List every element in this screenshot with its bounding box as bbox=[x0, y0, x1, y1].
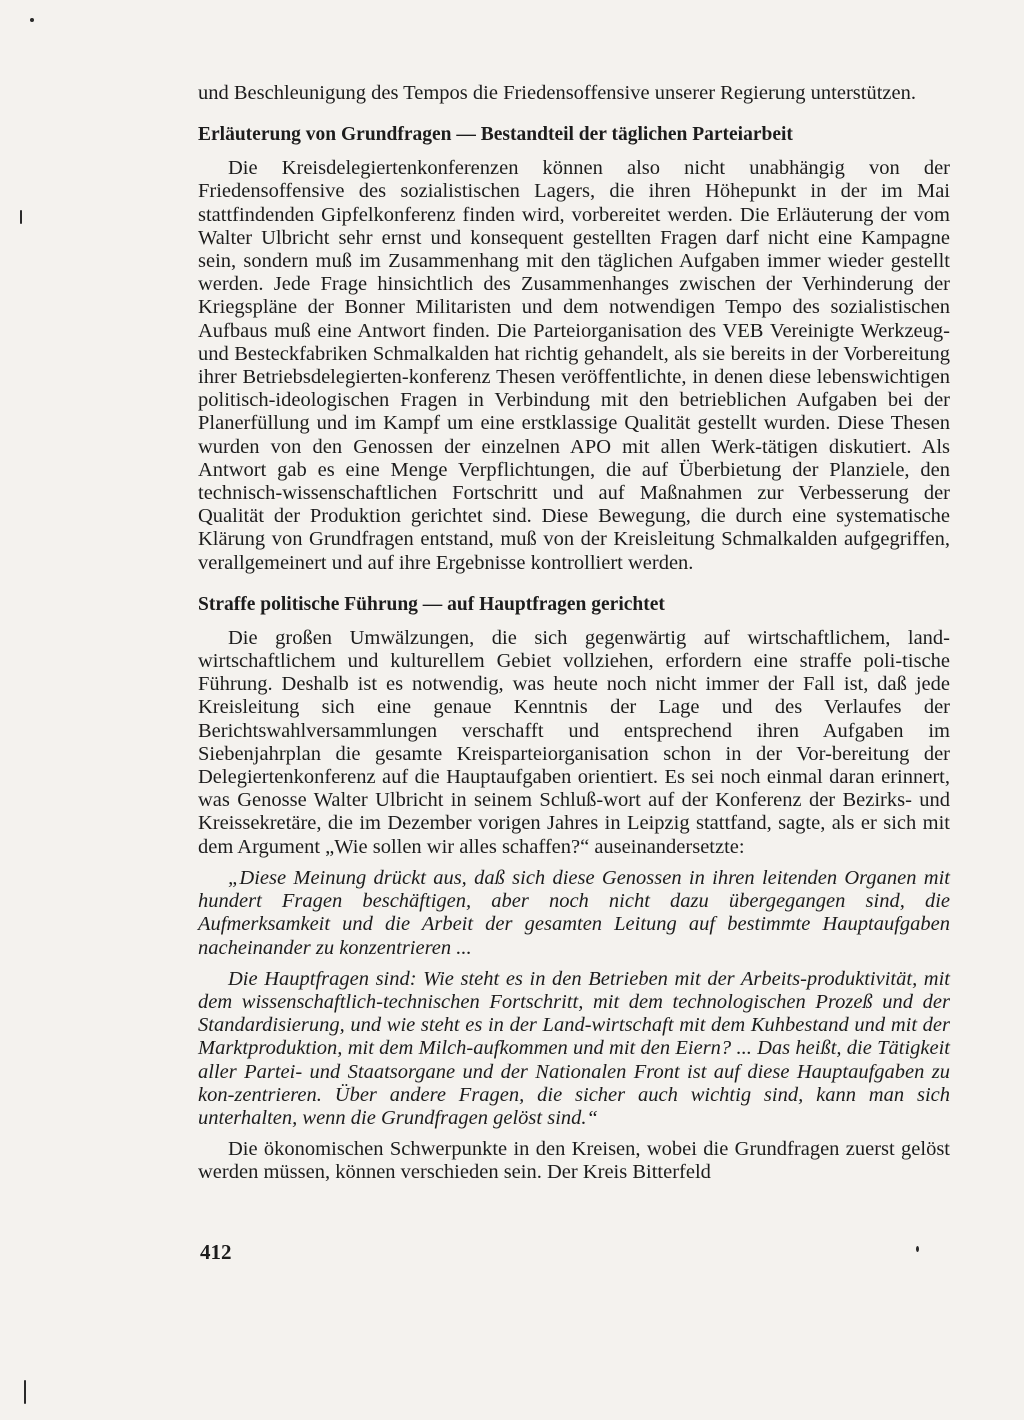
section-paragraph-grundfragen: Die Kreisdelegiertenkonferenzen können also nicht unabhängig von der Friedensoffensive des sozialistischen Lagers, die ihren Höhepunkt in der im Mai stattfindenden Gipfelkonferenz finden wird, vorbereitet werden. Die Erläuterung der vom Walter Ulbricht sehr ernst und konsequent gestellten Fragen darf nicht eine Kampagne sein, sondern muß im Zusammenhang mit den täglichen Aufgaben immer wieder gestellt werden. Jede Frage hinsichtlich des Zusammenhanges zwischen der Verhinderung der Kriegspläne der Bonner Militaristen und dem notwendigen Tempo des sozialistischen Aufbaus muß eine Antwort finden. Die Parteiorganisation des VEB Vereinigte Werkzeug- und Besteckfabriken Schmalkalden hat richtig gehandelt, als sie bereits in der Vorbereitung ihrer Betriebsdelegierten-konferenz Thesen veröffentlichte, in denen diese lebenswichtigen politisch-ideologischen Fragen in Verbindung mit den betrieblichen Aufgaben bei der Planerfüllung und im Kampf um eine erstklassige Qualität gestellt wurden. Diese Thesen wurden von den Genossen der einzelnen APO mit allen Werk-tätigen diskutiert. Als Antwort gab es eine Menge Verpflichtungen, die auf Überbietung der Planziele, den technisch-wissenschaftlichen Fortschritt und auf Maßnahmen zur Verbesserung der Qualität der Produktion gerichtet sind. Diese Bewegung, die durch eine systematische Klärung von Grundfragen entstand, muß von der Kreisleitung Schmalkalden aufgegriffen, verallgemeinert und auf ihre Ergebnisse kontrolliert werden. bbox=[198, 157, 950, 574]
scan-speck-bottom-right bbox=[916, 1246, 919, 1252]
section-heading-grundfragen: Erläuterung von Grundfragen — Bestandteil der täglichen Parteiarbeit bbox=[198, 124, 793, 146]
quote-paragraph-meinung: „Diese Meinung drückt aus, daß sich diese Genossen in ihren leitenden Organen mit hundert Fragen beschäftigen, aber noch nicht dazu übergegangen sind, die Aufmerksamkeit und die Arbeit der gesamten Leitung auf bestimmte Hauptaufgaben nacheinander zu konzentrieren ... bbox=[198, 866, 950, 959]
scan-speck-top-left bbox=[30, 18, 34, 22]
scan-speck-bottom-left bbox=[24, 1380, 26, 1404]
quote-paragraph-hauptfragen: Die Hauptfragen sind: Wie steht es in den Betrieben mit der Arbeits-produktivität, mit dem wissenschaftlich-technischen Fortschritt, mit dem technologischen Prozeß und der Standardisierung, und wie steht es in der Land-wirtschaft mit dem Kuhbestand und mit der Marktproduktion, mit dem Milch-aufkommen und mit den Eiern? ... Das heißt, die Tätigkeit aller Partei- und Staatsorgane und der Nationalen Front ist auf diese Hauptaufgaben zu kon-zentrieren. Über andere Fragen, die sicher auch wichtig sind, kann man sich unterhalten, wenn die Grundfragen gelöst sind.“ bbox=[198, 967, 950, 1129]
intro-paragraph: und Beschleunigung des Tempos die Friedensoffensive unserer Regierung unterstützen. bbox=[198, 82, 916, 104]
scan-speck-left-margin bbox=[20, 210, 22, 224]
section-heading-fuehrung: Straffe politische Führung — auf Hauptfragen gerichtet bbox=[198, 593, 665, 615]
page-number: 412 bbox=[200, 1240, 232, 1264]
closing-paragraph: Die ökonomischen Schwerpunkte in den Kreisen, wobei die Grundfragen zuerst gelöst werden müssen, können verschieden sein. Der Kreis Bitterfeld bbox=[198, 1138, 950, 1184]
document-page bbox=[198, 82, 950, 1185]
section-paragraph-fuehrung: Die großen Umwälzungen, die sich gegenwärtig auf wirtschaftlichem, land-wirtschaftlichem und kulturellem Gebiet vollziehen, erfordern eine straffe poli-tische Führung. Deshalb ist es notwendig, was heute noch nicht immer der Fall ist, daß jede Kreisleitung sich eine genaue Kenntnis der Lage und des Verlaufes der Berichtswahlversammlungen verschafft und entsprechend ihren Aufgaben im Siebenjahrplan die gesamte Kreisparteiorganisation schon in der Vor-bereitung der Delegiertenkonferenz auf die Hauptaufgaben orientiert. Es sei noch einmal daran erinnert, was Genosse Walter Ulbricht in seinem Schluß-wort auf der Konferenz der Bezirks- und Kreissekretäre, die im Dezember vorigen Jahres in Leipzig stattfand, sagte, als er sich mit dem Argument „Wie sollen wir alles schaffen?“ auseinandersetzte: bbox=[198, 626, 950, 858]
